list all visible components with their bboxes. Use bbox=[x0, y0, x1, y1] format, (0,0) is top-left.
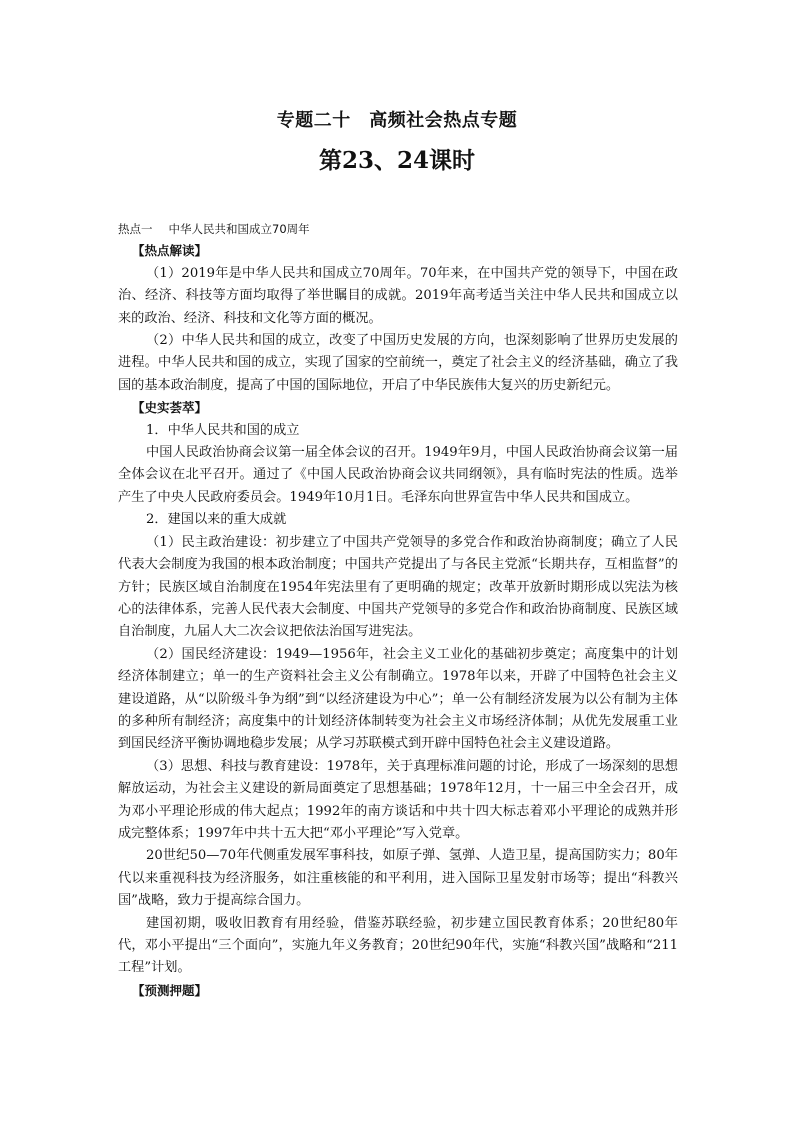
hotspot-label: 热点一 bbox=[118, 222, 153, 236]
interpretation-paragraph: （1）2019年是中华人民共和国成立70周年。70年来，在中国共产党的领导下，中国在政治、经济、科技等方面均取得了举世瞩目的成就。2019年高考适当关注中华人民共和国成立以来的政治、经济、科技和文化等方面的概况。 bbox=[118, 265, 678, 326]
interpretation-label: 【热点解读】 bbox=[132, 243, 208, 259]
topic-title: 专题二十 高频社会热点专题 bbox=[276, 110, 518, 131]
facts-label: 【史实荟萃】 bbox=[132, 400, 208, 416]
document-body bbox=[118, 218, 678, 1002]
interpretation-paragraph: （2）中华人民共和国的成立，改变了中国历史发展的方向，也深刻影响了世界历史发展的进程。中华人民共和国的成立，实现了国家的空前统一，奠定了社会主义的经济基础，确立了我国的基本政治制度，提高了中国的国际地位，开启了中华民族伟大复兴的历史新纪元。 bbox=[118, 333, 678, 393]
lesson-title: 第23、24课时 bbox=[318, 147, 475, 174]
achievement-paragraph: （1）民主政治建设：初步建立了中国共产党领导的多党合作和政治协商制度；确立了人民代表大会制度为我国的根本政治制度；中国共产党提出了与各民主党派“长期共存，互相监督”的方针；民族区域自治制度在1954年宪法里有了更明确的规定；改革开放新时期形成以宪法为核心的法律体系，完善人民代表大会制度、中国共产党领导的多党合作和政治协商制度、民族区域自治制度，九届人大二次会议把依法治国写进宪法。 bbox=[118, 534, 678, 640]
facts-heading-achievements: 2．建国以来的重大成就 bbox=[146, 512, 287, 528]
prediction-label: 【预测押题】 bbox=[132, 982, 208, 998]
facts-heading-founding: 1．中华人民共和国的成立 bbox=[146, 422, 300, 438]
achievement-paragraph: （3）思想、科技与教育建设：1978年，关于真理标准问题的讨论，形成了一场深刻的思想解放运动，为社会主义建设的新局面奠定了思想基础；1978年12月，十一届三中全会召开，成为邓小平理论形成的伟大起点；1992年的南方谈话和中共十四大标志着邓小平理论的成熟并形成完整体系；1997年中共十五大把“邓小平理论”写入党章。 bbox=[118, 758, 678, 841]
hotspot-heading bbox=[118, 218, 678, 240]
achievement-paragraph: 20世纪50—70年代侧重发展军事科技，如原子弹、氢弹、人造卫星，提高国防实力；80年代以来重视科技为经济服务，如注重核能的和平利用，进入国际卫星发射市场等；提出“科教兴国”战略，致力于提高综合国力。 bbox=[118, 848, 678, 909]
achievement-paragraph: 建国初期，吸收旧教育有用经验，借鉴苏联经验，初步建立国民教育体系；20世纪80年代，邓小平提出“三个面向”，实施九年义务教育；20世纪90年代，实施“科教兴国”战略和“211工程”计划。 bbox=[118, 915, 678, 976]
achievement-paragraph: （2）国民经济建设：1949—1956年，社会主义工业化的基础初步奠定；高度集中的计划经济体制建立；单一的生产资料社会主义公有制确立。1978年以来，开辟了中国特色社会主义建设道路，从“以阶级斗争为纲”到“以经济建设为中心”；单一公有制经济发展为以公有制为主体的多种所有制经济；高度集中的计划经济体制转变为社会主义市场经济体制；从优先发展重工业到国民经济平衡协调地稳步发展；从学习苏联模式到开辟中国特色社会主义建设道路。 bbox=[118, 646, 678, 752]
founding-paragraph: 中国人民政治协商会议第一届全体会议的召开。1949年9月，中国人民政治协商会议第一届全体会议在北平召开。通过了《中国人民政治协商会议共同纲领》，具有临时宪法的性质。选举产生了中央人民政府委员会。1949年10月1日。毛泽东向世界宣告中华人民共和国成立。 bbox=[118, 445, 678, 505]
hotspot-title: 中华人民共和国成立70周年 bbox=[168, 222, 310, 236]
